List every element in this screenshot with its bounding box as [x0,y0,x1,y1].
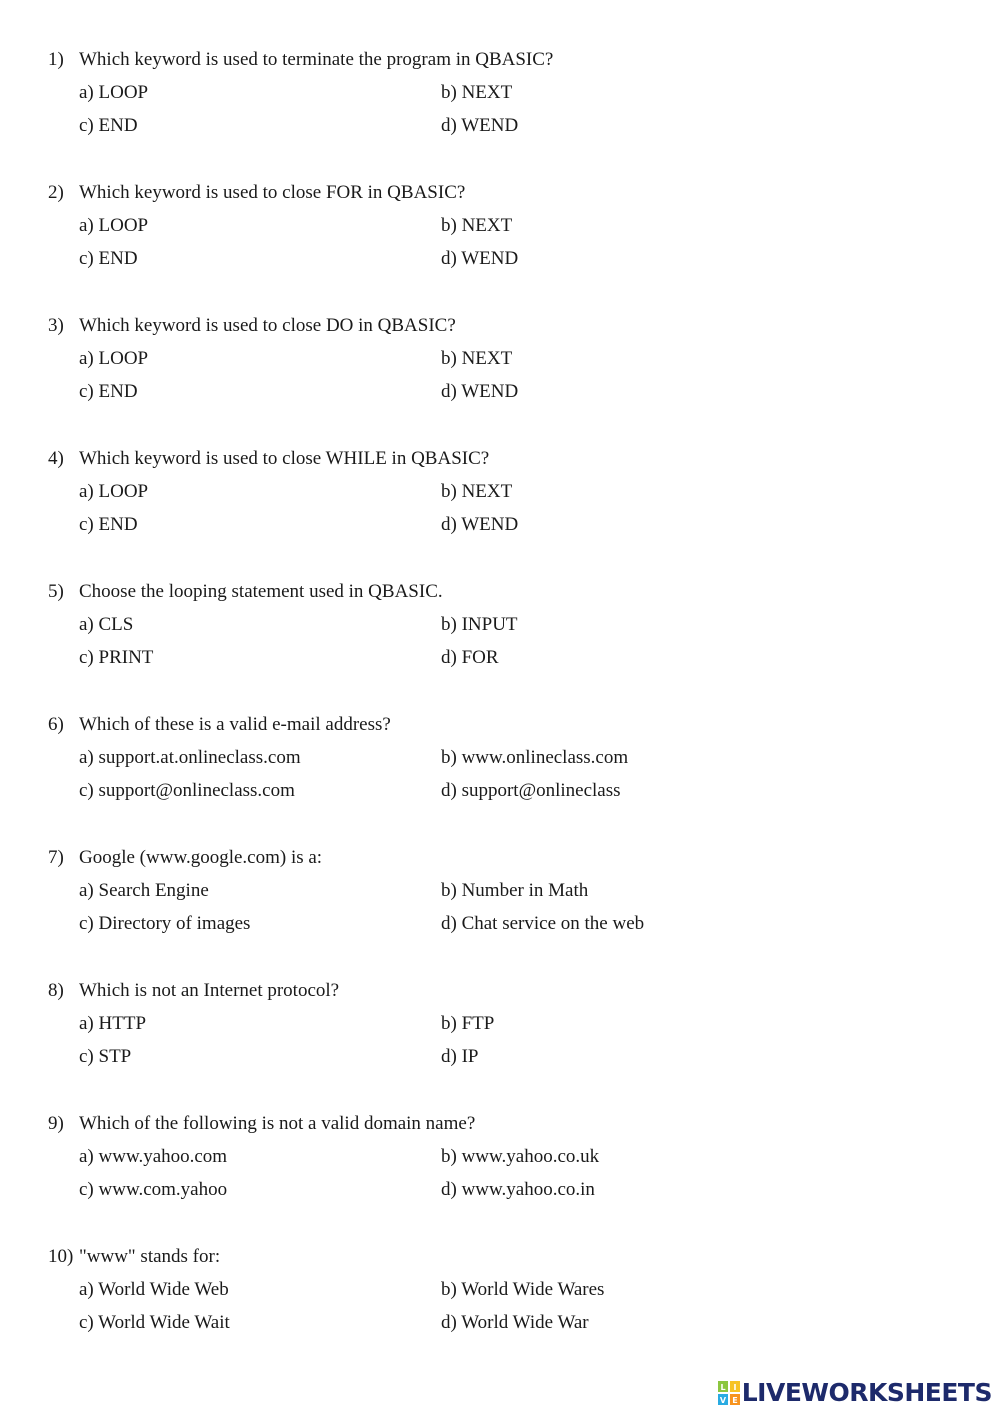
question-5 [0,581,1000,691]
option-b[interactable]: b) World Wide Wares [441,1279,605,1300]
question-number: 1) [48,49,64,70]
option-c[interactable]: c) World Wide Wait [79,1312,230,1333]
question-1 [0,49,1000,159]
question-prompt: Which of these is a valid e-mail address? [79,714,391,735]
question-prompt: Choose the looping statement used in QBASIC. [79,581,443,602]
option-c[interactable]: c) Directory of images [79,913,251,934]
option-b[interactable]: b) INPUT [441,614,518,635]
question-prompt: Which keyword is used to close FOR in QBASIC? [79,182,466,203]
option-d[interactable]: d) www.yahoo.co.in [441,1179,595,1200]
question-9 [0,1113,1000,1223]
question-number: 2) [48,182,64,203]
option-b[interactable]: b) NEXT [441,481,513,502]
question-text [48,448,489,470]
option-d[interactable]: d) WEND [441,115,519,136]
question-text [48,1246,220,1268]
question-6 [0,714,1000,824]
option-a[interactable]: a) LOOP [79,82,149,103]
svg-text:V: V [719,1396,726,1405]
svg-text:I: I [733,1383,737,1392]
question-prompt: Which is not an Internet protocol? [79,980,340,1001]
option-a[interactable]: a) LOOP [79,215,149,236]
question-text [48,49,553,71]
option-b[interactable]: b) NEXT [441,215,513,236]
question-text [48,581,443,603]
option-a[interactable]: a) www.yahoo.com [79,1146,228,1167]
question-text [48,847,322,869]
question-number: 7) [48,847,64,868]
option-b[interactable]: b) NEXT [441,82,513,103]
option-d[interactable]: d) FOR [441,647,499,668]
question-prompt: Which keyword is used to terminate the program in QBASIC? [79,49,554,70]
liveworksheets-brand[interactable] [718,1378,992,1408]
option-d[interactable]: d) World Wide War [441,1312,589,1333]
svg-text:L: L [720,1383,726,1392]
option-c[interactable]: c) support@onlineclass.com [79,780,295,801]
option-b[interactable]: b) Number in Math [441,880,589,901]
question-number: 4) [48,448,64,469]
option-b[interactable]: b) FTP [441,1013,495,1034]
question-number: 10) [48,1246,74,1267]
question-number: 6) [48,714,64,735]
option-d[interactable]: d) WEND [441,514,519,535]
question-2 [0,182,1000,292]
option-b[interactable]: b) www.onlineclass.com [441,747,629,768]
option-d[interactable]: d) WEND [441,381,519,402]
option-c[interactable]: c) END [79,381,138,402]
liveworksheets-logo-icon [718,1381,740,1405]
option-c[interactable]: c) END [79,115,138,136]
question-10 [0,1246,1000,1356]
option-a[interactable]: a) Search Engine [79,880,209,901]
question-7 [0,847,1000,957]
option-a[interactable]: a) CLS [79,614,134,635]
option-a[interactable]: a) HTTP [79,1013,147,1034]
option-c[interactable]: c) STP [79,1046,132,1067]
question-prompt: Google (www.google.com) is a: [79,847,323,868]
option-a[interactable]: a) LOOP [79,348,149,369]
option-b[interactable]: b) NEXT [441,348,513,369]
option-b[interactable]: b) www.yahoo.co.uk [441,1146,600,1167]
brand-name: LIVEWORKSHEETS [741,1378,992,1407]
question-text [48,1113,475,1135]
option-d[interactable]: d) Chat service on the web [441,913,645,934]
option-c[interactable]: c) PRINT [79,647,154,668]
option-d[interactable]: d) support@onlineclass [441,780,621,801]
question-text [48,980,339,1002]
option-c[interactable]: c) END [79,248,138,269]
question-3 [0,315,1000,425]
option-a[interactable]: a) LOOP [79,481,149,502]
option-d[interactable]: d) IP [441,1046,479,1067]
question-prompt: Which of the following is not a valid domain name? [79,1113,476,1134]
option-a[interactable]: a) World Wide Web [79,1279,229,1300]
option-c[interactable]: c) END [79,514,138,535]
question-4 [0,448,1000,558]
question-prompt: Which keyword is used to close DO in QBASIC? [79,315,456,336]
question-8 [0,980,1000,1090]
question-number: 8) [48,980,64,1001]
question-text [48,714,391,736]
question-prompt: "www" stands for: [79,1246,221,1267]
option-a[interactable]: a) support.at.onlineclass.com [79,747,301,768]
question-prompt: Which keyword is used to close WHILE in QBASIC? [79,448,490,469]
option-d[interactable]: d) WEND [441,248,519,269]
question-text [48,182,465,204]
question-number: 9) [48,1113,64,1134]
svg-text:E: E [732,1396,738,1405]
question-number: 3) [48,315,64,336]
option-c[interactable]: c) www.com.yahoo [79,1179,228,1200]
question-text [48,315,456,337]
question-number: 5) [48,581,64,602]
